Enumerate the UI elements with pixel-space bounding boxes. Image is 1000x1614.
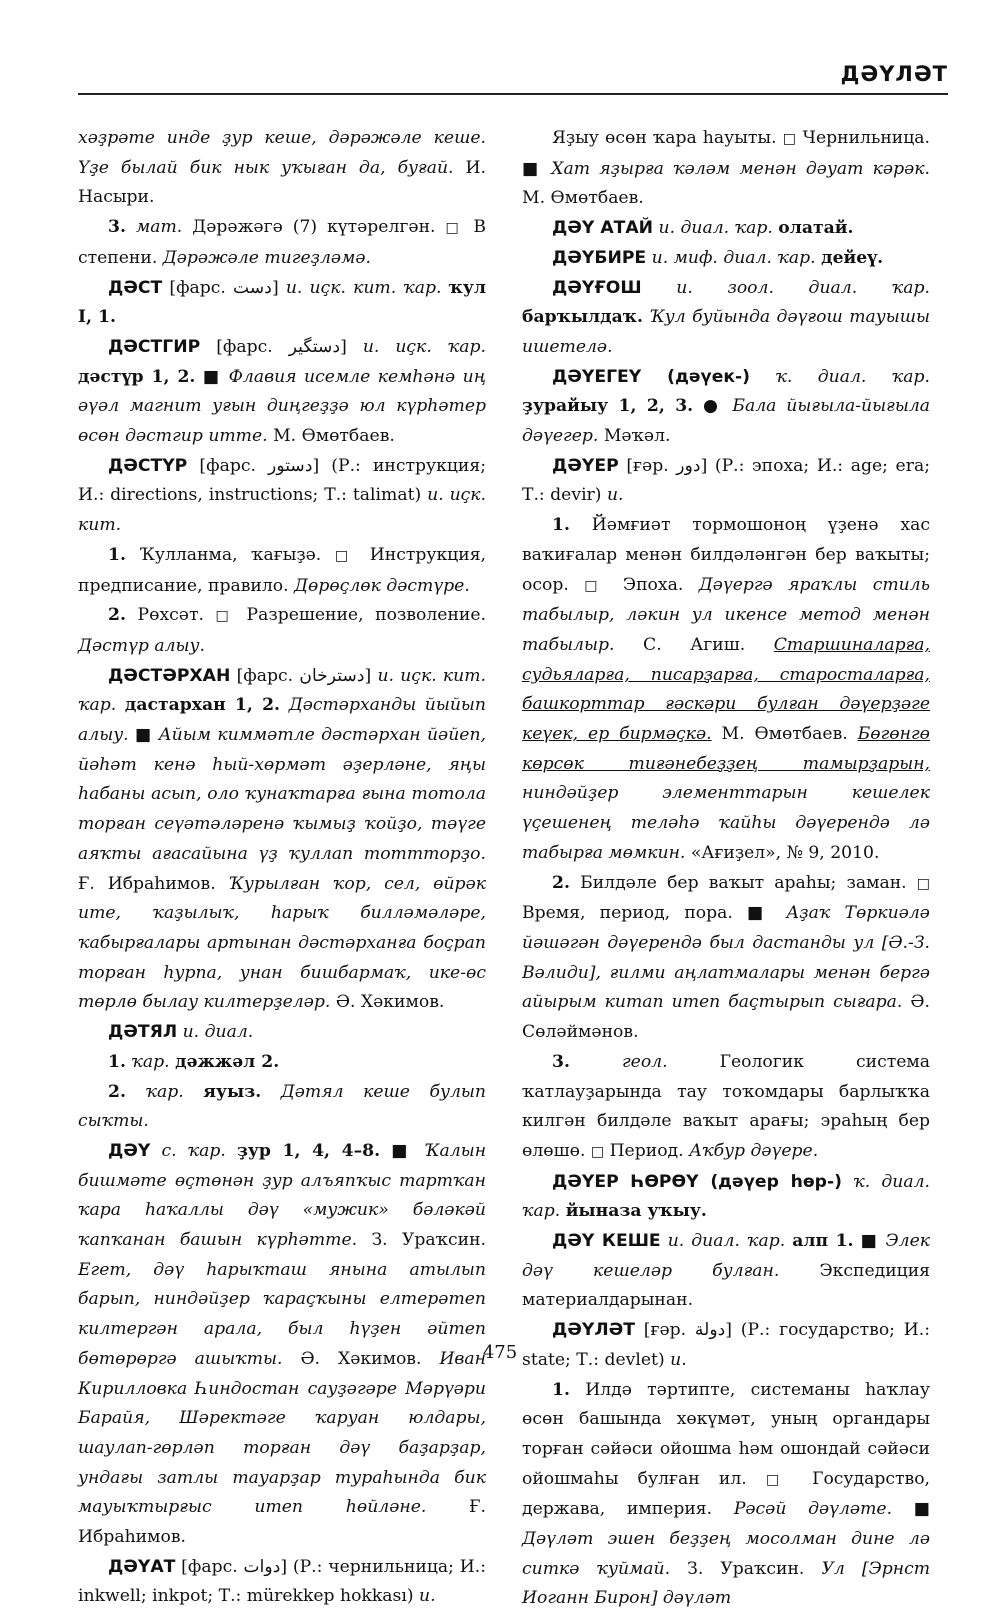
dictionary-entry: ДӘСТГИР [фарс. دستگیر] и. иҫк. ҡар. дәстүр 1, 2. ■ Флавия исемле кемһәнә иң әүәл магнит уғын диңгеҙҙә юл күрһәтер өсөн дәстгир итте. М. Өмөтбаев. xyxy=(78,336,487,447)
dictionary-entry: ДӘСТҮР [фарс. دستور] (Р.: инструкция; И.: directions, instructions; Т.: talimat) и. иҫк. кит. xyxy=(78,455,486,536)
right-column xyxy=(522,124,930,1614)
running-head: ДӘҮЛӘТ xyxy=(840,62,948,86)
dictionary-entry: ДӘҮЕГЕҮ (дәүек-) ҡ. диал. ҡар. ҙурайыу 1, 2, 3. ● Бала йығыла-йығыла дәүегер. Мәҡәл. xyxy=(522,366,931,447)
dictionary-entry: 1. Йәмғиәт тормошоноң үҙенә хас ваҡиғалар менән билдәләнгән бер ваҡыты; осор. □ Эпоха. Дәүергә яраҡлы стиль табылыр, ләкин ул икенсе метод менән табылыр. С. Агиш. Старшиналарға, судьяларға, писарҙарға, старосталарға, башкорттар ғәскәри булған дәүерҙәге кеүек, ер бирмәҫкә. М. Өмөтбаев. Бөгөнгө көрсөк тиғәнебеҙҙең тамырҙарын, ниндәйҙер элементтарын кешелек үҫешенең теләһә ҡайһы дәүерендә лә табырға мөмкин. «Ағиҙел», № 9, 2010. xyxy=(522,515,930,863)
dictionary-entry: хәҙрәте инде ҙур кеше, дәрәжәле кеше. Үҙе былай бик нык уҡыған да, буғай. И. Насыри. xyxy=(78,128,486,208)
dictionary-entry: 2. ҡар. яуыз. Дәтял кеше булып сыҡты. xyxy=(78,1081,486,1132)
dictionary-entry: ДӘҮ АТАЙ и. диал. ҡар. олатай. xyxy=(552,218,854,239)
dictionary-entry: 3. геол. Геологик система ҡатлауҙарында тау тоҡомдары барлыҡҡа килгән билдәле ваҡыт арағы; эраһың бер өлөшө. □ Период. Аҡбур дәүере. xyxy=(522,1051,930,1161)
dictionary-entry: 2. Билдәле бер ваҡыт араһы; заман. □ Время, период, пора. ■ Аҙаҡ Төркиәлә йәшәгән дәүерендә был дастанды ул [Ә.-З. Вәлиди], ғилми аңлатмалары менән бергә айырым китап итеп баҫтырып сығара. Ә. Сөләймәнов. xyxy=(522,872,930,1043)
left-column xyxy=(78,124,486,1612)
dictionary-entry: 2. Рөхсәт. □ Разрешение, позволение. Дәстүр алыу. xyxy=(78,605,486,656)
dictionary-entry: ДӘСТ [фарс. دست] и. иҫк. кит. ҡар. ҡул I, 1. xyxy=(78,277,486,328)
header-rule xyxy=(78,93,948,95)
dictionary-entry: Яҙыу өсөн ҡара һауыты. □ Чернильница. ■ Хат яҙырға ҡәләм менән дәуат кәрәк. М. Өмөтбаев. xyxy=(522,128,930,209)
dictionary-entry: 1. ҡар. дәжжәл 2. xyxy=(108,1051,280,1072)
dictionary-entry: ДӘҮАТ [фарс. دوات] (Р.: чернильница; И.: inkwell; inkpot; Т.: mürekkep hokkası) и. xyxy=(78,1556,486,1607)
dictionary-entry: 3. мат. Дәрәжәгә (7) күтәрелгән. □ В степени. Дәрәжәле тигеҙләмә. xyxy=(78,217,486,268)
dictionary-entry: ДӘСТӘРХАН [фарс. دسترخان] и. иҫк. кит. ҡар. дастархан 1, 2. Дәстәрханды йыйып алыу. ■ Айым киммәтле дәстәрхан йәйеп, йәһәт кенә һый-хөрмәт әҙерләне, яңы һабаны асып, оло ҡунаҡтарға ғына тотола торған сеүәтәләренә ҡымыҙ ҡойҙо, тәүге аяҡты ағасайына үҙ ҡуллап тоттторҙо. Ғ. Ибраһимов. Ҡурылған ҡор, сел, өйрәк ите, ҡаҙылыҡ, һарыҡ билләмәләре, ҡабырғалары артынан дәстәрханға боҫрап торған һурпа, унан бишбармаҡ, ике-өс төрлө былау килтерҙеләр. Ә. Хәкимов. xyxy=(78,665,486,1013)
dictionary-entry: ДӘҮЛӘТ [ғәр. دولة] (Р.: государство; И.: state; Т.: devlet) и. xyxy=(522,1320,930,1370)
dictionary-entry: ДӘҮЕР ҺӨРӨҮ (дәүер һөр-) ҡ. диал. ҡар. йыназа уҡыу. xyxy=(522,1171,931,1222)
dictionary-entry: ДӘҮ КЕШЕ и. диал. ҡар. алп 1. ■ Элек дәү кешеләр булған. Экспедиция материалдарынан. xyxy=(522,1231,930,1311)
page-number: 475 xyxy=(482,1342,518,1363)
dictionary-entry: ДӘҮҒОШ и. зоол. диал. ҡар. барҡылдаҡ. Ҡул буйында дәүғош тауышы ишетелә. xyxy=(522,277,931,357)
dictionary-entry: ДӘҮ с. ҡар. ҙур 1, 4, 4–8. ■ Ҡалын бишмәте өҫтөнән ҙур алъяпҡыс тартҡан ҡара һаҡаллы дәү «мужик» бәләкәй ҡапҡанан башын күрһәтте. З. Ураҡсин. Егет, дәү һарыҡташ янына атылып барып, ниндәйҙер ҡараҫҡыны елтерәтеп килтергән арала, был һүҙен әйтеп бөтөрөргә ашыҡты. Ә. Хәкимов. Иван Кирилловка Һиндостан сауҙәгәре Мәрүәри Барайя, Шәректәге ҡаруан юлдары, шаулап-гөрләп торған дәү баҙарҙар, ундағы затлы тауарҙар тураһында бик мауыҡтырғыс итеп һөйләне. Ғ. Ибраһимов. xyxy=(78,1140,487,1548)
dictionary-entry: ДӘҮБИРЕ и. миф. диал. ҡар. дейеү. xyxy=(552,247,884,268)
dictionary-entry: ДӘҮЕР [ғәр. دور] (Р.: эпоха; И.: age; era; Т.: devir) и. xyxy=(522,455,930,506)
dictionary-entry: 1. Ҡулланма, ҡағыҙә. □ Инструкция, предписание, правило. Дөрөҫлөк дәстүре. xyxy=(78,544,486,596)
dictionary-entry: ДӘТЯЛ и. диал. xyxy=(108,1022,254,1043)
dictionary-entry: 1. Илдә тәртипте, системаны һаҡлау өсөн башында хөкүмәт, уның органдары торған сәйәси ойошма һәм ошондай сәйәси ойошмаһы булған ил. □ Государство, держава, империя. Рәсәй дәүләте. ■ Дәүләт эшен беҙҙең мосолман дине лә ситкә ҡуймай. З. Ураҡсин. Ул [Эрнст Иоганн Бирон] дәүләт xyxy=(522,1379,931,1609)
